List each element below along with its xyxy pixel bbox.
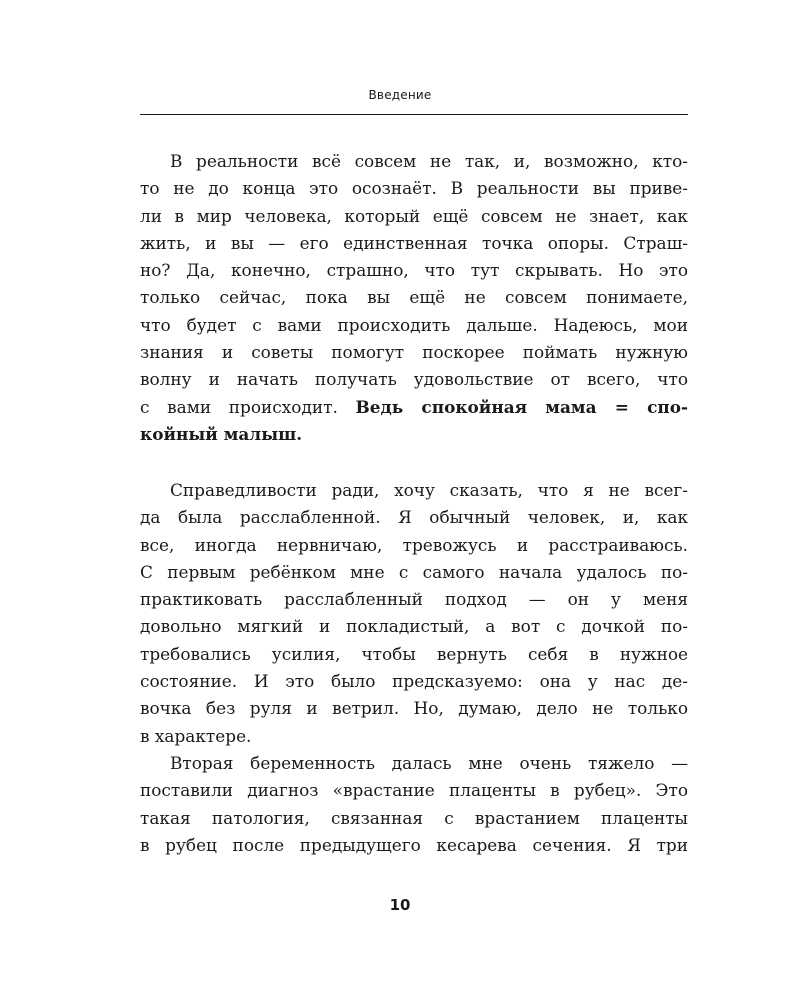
paragraph-line: но? Да, конечно, страшно, что тут скрывать. Но это	[140, 260, 688, 281]
paragraph-line: Справедливости ради, хочу сказать, что я не всег-	[170, 480, 688, 500]
header-divider	[140, 114, 688, 115]
paragraph-line: в рубец после предыдущего кесарева сечения. Я три	[140, 834, 688, 855]
paragraph-line: ли в мир человека, который ещё совсем не знает, как	[140, 205, 688, 226]
paragraph-line: жить, и вы — его единственная точка опоры. Страш-	[140, 232, 688, 253]
paragraph-line: то не до конца это осознаёт. В реальности вы приве-	[140, 178, 688, 199]
paragraph-1	[140, 148, 688, 448]
emphasis-text: Ведь спокойная мама = спо-	[355, 396, 688, 417]
paragraph-line: требовались усилия, чтобы вернуть себя в нужное	[140, 643, 688, 664]
running-head: Введение	[368, 88, 432, 102]
paragraph-line: вочка без руля и ветрил. Но, думаю, дело не только	[140, 698, 688, 719]
paragraph-line: довольно мягкий и покладистый, а вот с дочкой по-	[140, 616, 688, 637]
emphasis-text: койный малыш.	[140, 423, 303, 444]
paragraph-line: знания и советы помогут поскорее поймать нужную	[140, 342, 688, 363]
paragraph-line: состояние. И это было предсказуемо: она у нас де-	[140, 671, 688, 692]
paragraph-line: что будет с вами происходить дальше. Надеюсь, мои	[140, 314, 688, 335]
page-number: 10	[389, 896, 411, 914]
paragraph-text: с вами происходит.	[140, 396, 356, 417]
paragraph-line: В реальности всё совсем не так, и, возможно, кто-	[170, 151, 688, 171]
paragraph-line: волну и начать получать удовольствие от всего, что	[140, 369, 688, 390]
paragraph-line	[140, 394, 688, 421]
paragraph-line: Вторая беременность далась мне очень тяжело —	[170, 752, 688, 773]
text-block-top	[140, 148, 688, 448]
text-block-bottom	[140, 477, 688, 859]
paragraph-line: такая патология, связанная с врастанием плаценты	[140, 807, 688, 828]
paragraph-line: да была расслабленной. Я обычный человек, и, как	[140, 507, 688, 528]
paragraph-line: практиковать расслабленный подход — он у меня	[140, 589, 688, 610]
paragraph-2	[140, 477, 688, 750]
paragraph-line: поставили диагноз «врастание плаценты в рубец». Это	[140, 780, 688, 801]
paragraph-line: только сейчас, пока вы ещё не совсем понимаете,	[140, 287, 688, 308]
paragraph-line: С первым ребёнком мне с самого начала удалось по-	[140, 561, 688, 582]
paragraph-3	[140, 750, 688, 859]
paragraph-line: в характере.	[140, 725, 252, 746]
paragraph-line: все, иногда нервничаю, тревожусь и расстраиваюсь.	[140, 534, 688, 555]
